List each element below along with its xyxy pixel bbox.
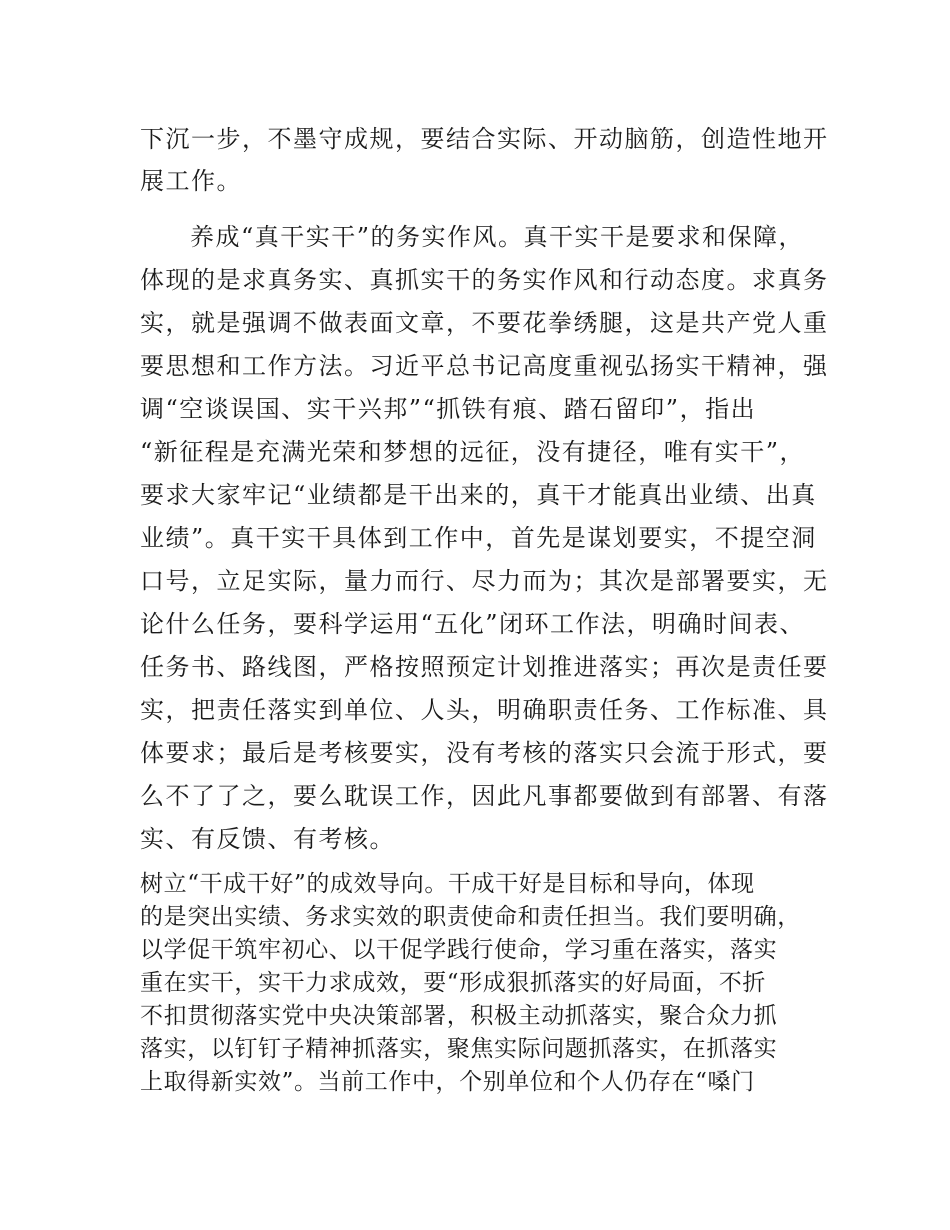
text-line: 以学促干筑牢初心、以干促学践行使命，学习重在落实，落实 — [140, 937, 778, 963]
text-line: 体现的是求真务实、真抓实干的务实作风和行动态度。求真务 — [140, 266, 829, 294]
text-line: 业绩”。真干实干具体到工作中，首先是谋划要实，不提空洞 — [140, 524, 817, 552]
text-line: 任务书、路线图，严格按照预定计划推进落实；再次是责任要 — [140, 653, 829, 681]
text-line: 口号，立足实际，量力而行、尽力而为；其次是部署要实，无 — [140, 567, 829, 595]
text-line: 实，就是强调不做表面文章，不要花拳绣腿，这是共产党人重 — [140, 309, 829, 337]
text-line: 养成“真干实干”的务实作风。真干实干是要求和保障， — [190, 223, 805, 251]
text-line: 调“空谈误国、实干兴邦”“抓铁有痕、踏石留印”，指出 — [140, 395, 757, 423]
text-line: 么不了了之，要么耽误工作，因此凡事都要做到有部署、有落 — [140, 782, 829, 810]
text-line: 实、有反馈、有考核。 — [140, 825, 395, 853]
text-line: 论什么任务，要科学运用“五化”闭环工作法，明确时间表、 — [140, 610, 806, 638]
text-line: 的是突出实绩、务求实效的职责使命和责任担当。我们要明确， — [140, 904, 801, 930]
text-line: 重在实干，实干力求成效，要“形成狠抓落实的好局面，不折 — [140, 970, 766, 996]
text-line: 上取得新实效”。当前工作中，个别单位和个人仍存在“嗓门 — [140, 1069, 755, 1095]
text-line: “新征程是充满光荣和梦想的远征，没有捷径，唯有实干”， — [140, 438, 806, 466]
text-line: 要求大家牢记“业绩都是干出来的，真干才能真出业绩、出真 — [140, 481, 817, 509]
text-line: 不扣贯彻落实党中央决策部署，积极主动抓落实，聚合众力抓 — [140, 1003, 778, 1029]
text-line: 体要求；最后是考核要实，没有考核的落实只会流于形式，要 — [140, 739, 829, 767]
text-line: 落实，以钉钉子精神抓落实，聚焦实际问题抓落实，在抓落实 — [140, 1036, 778, 1062]
text-line: 实，把责任落实到单位、人头，明确职责任务、工作标准、具 — [140, 696, 829, 724]
text-line: 展工作。 — [140, 167, 242, 195]
text-line: 要思想和工作方法。习近平总书记高度重视弘扬实干精神，强 — [140, 352, 829, 380]
text-line: 树立“干成干好”的成效导向。干成干好是目标和导向，体现 — [140, 871, 755, 897]
text-line: 下沉一步，不墨守成规，要结合实际、开动脑筋，创造性地开 — [140, 125, 829, 153]
